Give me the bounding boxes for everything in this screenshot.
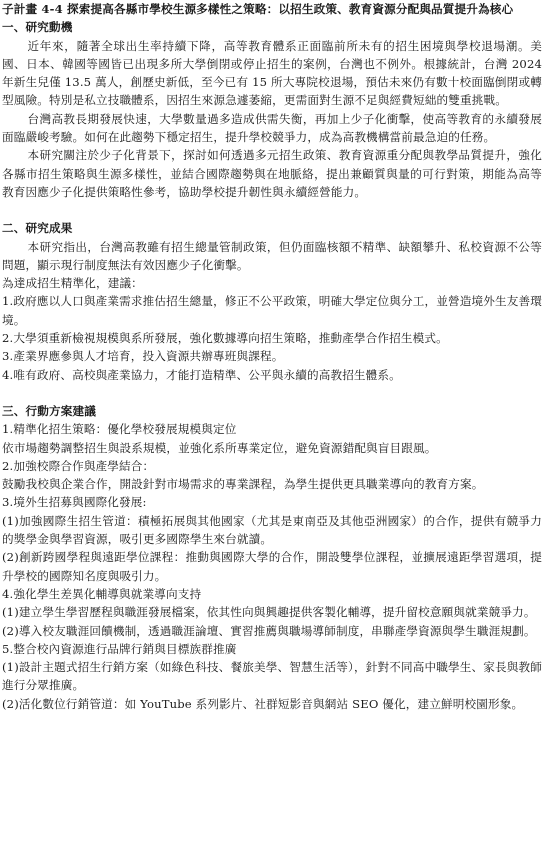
action-line: 1.精準化招生策略：優化學校發展規模與定位 — [2, 422, 237, 437]
motivation-paragraph-3: 本研究關注於少子化背景下，探討如何透過多元招生政策、教育資源重分配與教學品質提升，強化各縣市招生策略與生源多樣性，並結合國際趨勢與在地脈絡，提出兼顧質與量的可行對策，期能為高等教育因應少子化提供策略性參考，協助學校提升韌性與永續經營能力。 — [2, 148, 542, 199]
results-intro: 本研究指出，台灣高教雖有招生總量管制政策，但仍面臨核額不精準、缺額攀升、私校資源不公等問題，顯示現行制度無法有效因應少子化衝擊。 — [2, 239, 542, 272]
results-lead: 為達成招生精準化，建議： — [2, 276, 143, 291]
motivation-paragraph-1: 近年來，隨著全球出生率持續下降，高等教育體系正面臨前所未有的招生困境與學校退場潮。美國、日本、韓國等國皆已出現多所大學倒閉或停止招生的案例，台灣也不例外。根據統計，台灣 2024 年新生兒僅 13.5 萬人，創歷史新低，至今已有 15 所大專院校退場，預估未來仍有數十校面臨倒閉或轉型風險。特別是私立技職體系，因招生來源急遽萎縮，更需面對生源不足與經費短絀的雙重挑戰。 — [2, 38, 542, 108]
results-item-1: 1.政府應以人口與產業需求推估招生總量，修正不公平政策，明確大學定位與分工，並營造境外生友善環境。 — [2, 294, 542, 327]
document-title: 子計畫 4-4 探索提高各縣市學校生源多樣性之策略：以招生政策、教育資源分配與品質提升為核心 — [2, 2, 514, 16]
action-line: 2.加強校際合作與產學結合： — [2, 458, 155, 473]
action-line: 依市場趨勢調整招生與設系規模，並強化系所專業定位，避免資源錯配與盲目跟風。 — [2, 440, 437, 455]
results-item-3: 3.產業界應參與人才培育，投入資源共辦專班與課程。 — [2, 349, 284, 364]
action-line: 5.整合校內資源進行品牌行銷與目標族群推廣 — [2, 641, 237, 656]
document-page — [2, 0, 542, 713]
action-line: 3.境外生招募與國際化發展: — [2, 495, 147, 510]
action-line: (1)加強國際生招生管道：積極拓展與其他國家（尤其是東南亞及其他亞洲國家）的合作，提供有競爭力的獎學金與學習資源，吸引更多國際學生來台就讀。 — [2, 513, 542, 547]
section-heading-motivation: 一、研究動機 — [2, 20, 73, 35]
section-spacer — [2, 201, 542, 219]
action-line: (2)活化數位行銷管道：如 YouTube 系列影片、社群短影音與網站 SEO 優化，建立鮮明校園形象。 — [2, 696, 524, 711]
action-line: (2)創新跨國學程與遠距學位課程：推動與國際大學的合作，開設雙學位課程，並擴展遠距學習選項，提升學校的國際知名度與吸引力。 — [2, 550, 542, 583]
section-heading-results: 二、研究成果 — [2, 221, 73, 236]
action-line: (2)導入校友職涯回饋機制，透過職涯論壇、實習推薦與職場導師制度，串聯產學資源與學生職涯規劃。 — [2, 623, 536, 638]
results-item-2: 2.大學須重新檢視規模與系所發展，強化數據導向招生策略，推動產學合作招生模式。 — [2, 331, 448, 346]
action-line: (1)建立學生學習歷程與職涯發展檔案，依其性向與興趣提供客製化輔導，提升留校意願與就業競爭力。 — [2, 605, 536, 620]
section-spacer — [2, 384, 542, 402]
action-line: 鼓勵我校與企業合作，開設針對市場需求的專業課程，為學生提供更具職業導向的教育方案。 — [2, 477, 484, 492]
section-heading-actions: 三、行動方案建議 — [2, 403, 96, 418]
motivation-paragraph-2: 台灣高教長期發展快速，大學數量過多造成供需失衡，再加上少子化衝擊，使高等教育的永續發展面臨嚴峻考驗。如何在此趨勢下穩定招生，提升學校競爭力，成為高教機構當前最急迫的任務。 — [2, 111, 542, 145]
results-item-4: 4.唯有政府、高校與產業協力，才能打造精準、公平與永續的高教招生體系。 — [2, 367, 401, 382]
action-line: (1)設計主題式招生行銷方案（如綠色科技、餐旅美學、智慧生活等），針對不同高中職學生、家長與教師進行分眾推廣。 — [2, 660, 542, 693]
action-line: 4.強化學生差異化輔導與就業導向支持 — [2, 586, 202, 601]
